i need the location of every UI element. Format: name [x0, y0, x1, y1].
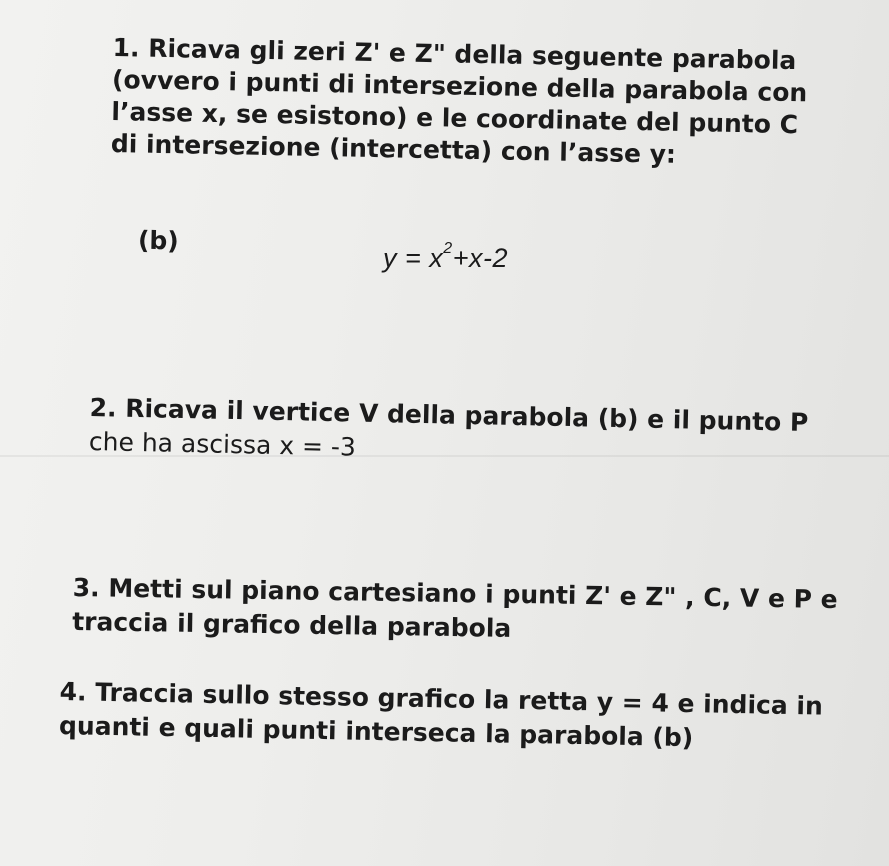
parabola-label: (b) [137, 225, 179, 256]
question-3-line-1: 3. Metti sul piano cartesiano i punti Z' e Z" , C, V e P e [72, 572, 838, 615]
equation-exponent: 2 [443, 240, 453, 257]
parabola-equation [383, 240, 508, 274]
question-4-line-2: quanti e quali punti interseca la parabola (b) [58, 710, 694, 753]
question-1-line-3: l’asse x, se esistono) e le coordinate del punto C [111, 96, 799, 140]
question-1-line-2: (ovvero i punti di intersezione della parabola con [111, 64, 808, 108]
equation-rhs: +x-2 [452, 243, 508, 273]
equation-lhs: y = x [383, 243, 444, 273]
question-4-line-1: 4. Traccia sullo stesso grafico la retta y = 4 e indica in [59, 676, 824, 721]
question-3 [72, 572, 838, 652]
question-3-line-2: traccia il grafico della parabola [71, 606, 512, 643]
question-2-line-2: che ha ascissa x = -3 [88, 426, 357, 462]
question-1 [111, 32, 809, 173]
question-1-line-4: di intersezione (intercetta) con l’asse y: [110, 128, 677, 169]
question-2-line-1: 2. Ricava il vertice V della parabola (b) e il punto P [89, 392, 809, 438]
question-4 [59, 676, 823, 759]
question-2 [89, 392, 809, 475]
question-1-line-1: 1. Ricava gli zeri Z' e Z" della seguente parabola [112, 32, 797, 76]
